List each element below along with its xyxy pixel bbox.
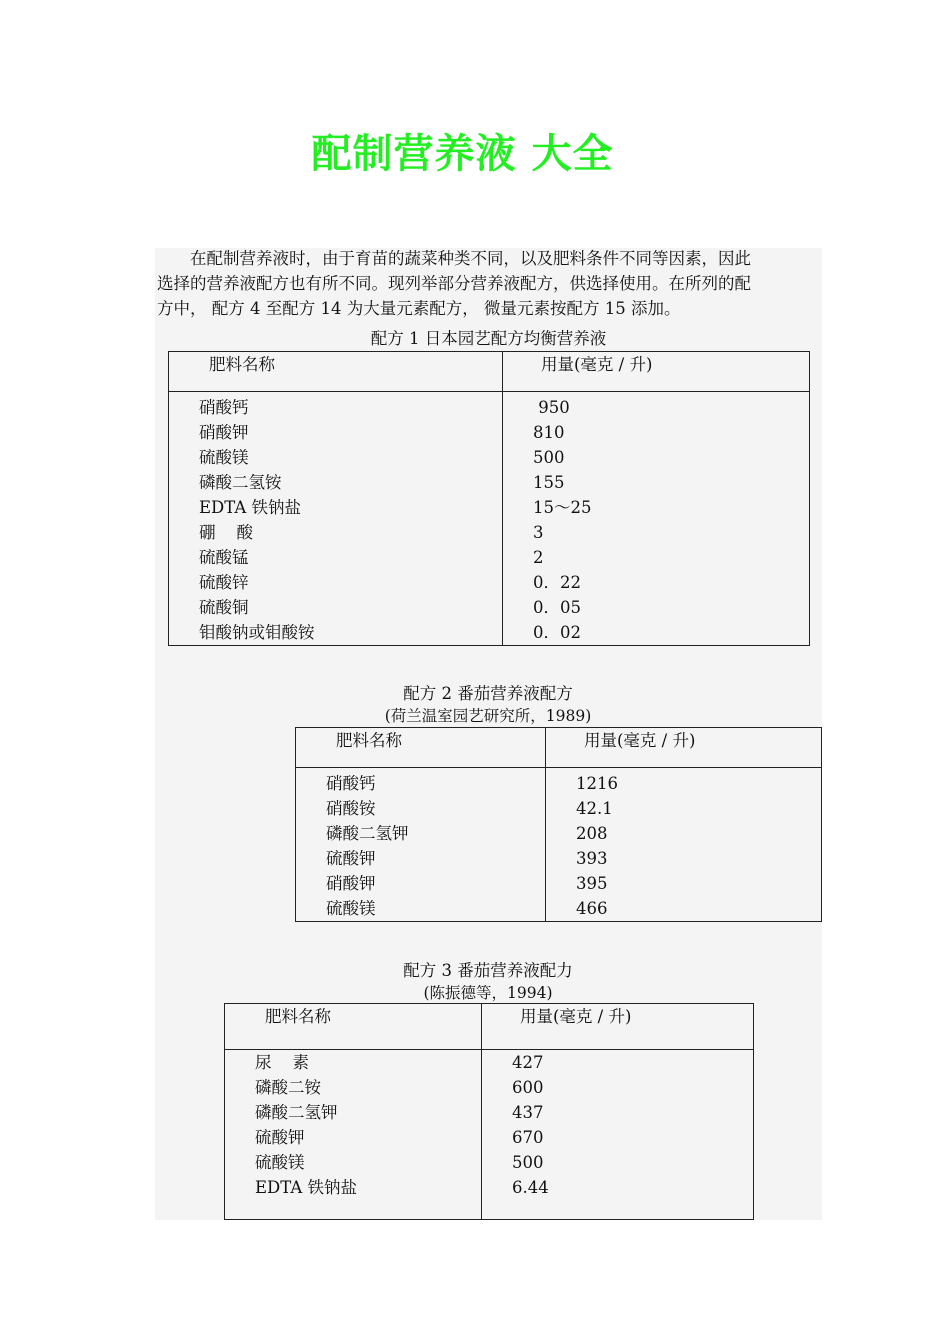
values-cell xyxy=(482,1050,754,1220)
intro-paragraph xyxy=(157,246,823,321)
table-row-name: EDTA 铁钠盐 xyxy=(255,1178,358,1197)
header-cell xyxy=(482,1004,754,1050)
header-cell xyxy=(225,1004,482,1050)
table-row-value: 2 xyxy=(533,548,544,567)
page-title: 配制营养液 大全 xyxy=(311,131,614,177)
table-row-name: 尿 素 xyxy=(255,1053,309,1072)
names-cell xyxy=(169,392,503,646)
table-row-name: 硝酸钙 xyxy=(326,774,376,793)
table-row-value: 500 xyxy=(533,448,565,467)
col-amount-header: 用量(毫克 / 升) xyxy=(584,731,696,750)
table-row-name: EDTA 铁钠盐 xyxy=(199,498,302,517)
table-row-value: 950 xyxy=(533,398,570,417)
recipe-1-table xyxy=(168,351,810,646)
table-row-value: 0．05 xyxy=(533,598,581,617)
table-row-value: 42.1 xyxy=(576,799,613,818)
table-row-value: 208 xyxy=(576,824,608,843)
col-fertilizer-header: 肥料名称 xyxy=(336,731,402,750)
table-row-name: 硫酸锌 xyxy=(199,573,249,592)
table-row-name: 硝酸铵 xyxy=(326,799,376,818)
table-row-name: 硫酸钾 xyxy=(326,849,376,868)
recipe-3-title: 配方 3 番茄营养液配力 xyxy=(403,961,573,980)
recipe-2-source: (荷兰温室园艺研究所，1989) xyxy=(384,707,592,725)
names-cell xyxy=(296,768,546,922)
recipe-2-title: 配方 2 番茄营养液配方 xyxy=(403,684,573,703)
recipe-3-table xyxy=(224,1003,754,1220)
recipe-2-table xyxy=(295,727,822,922)
table-row-name: 硫酸镁 xyxy=(255,1153,305,1172)
table-row-name: 磷酸二氢钾 xyxy=(255,1103,338,1122)
table-row-name: 硝酸钾 xyxy=(326,874,376,893)
table-row-value: 437 xyxy=(512,1103,544,1122)
intro-line: 选择的营养液配方也有所不同。现列举部分营养液配方，供选择使用。在所列的配 xyxy=(157,274,751,293)
header-cell xyxy=(546,728,822,768)
table-row-value: 6.44 xyxy=(512,1178,549,1197)
table-row-value: 500 xyxy=(512,1153,544,1172)
values-cell xyxy=(503,392,810,646)
table-row-value: 393 xyxy=(576,849,608,868)
recipe-1-caption xyxy=(168,328,809,350)
table-row-name: 硫酸镁 xyxy=(326,899,376,918)
table-row-value: 155 xyxy=(533,473,565,492)
table-row-value: 810 xyxy=(533,423,565,442)
table-row-value: 466 xyxy=(576,899,608,918)
intro-line: 方中， 配方 4 至配方 14 为大量元素配方， 微量元素按配方 15 添加。 xyxy=(157,299,681,318)
col-amount-header: 用量(毫克 / 升) xyxy=(541,355,653,374)
table-row-value: 0．02 xyxy=(533,623,581,642)
names-cell xyxy=(225,1050,482,1220)
col-fertilizer-header: 肥料名称 xyxy=(209,355,275,374)
recipe-3-source: (陈振德等，1994) xyxy=(423,984,553,1002)
table-row-value: 1216 xyxy=(576,774,618,793)
col-amount-header: 用量(毫克 / 升) xyxy=(520,1007,632,1026)
table-row-value: 15～25 xyxy=(533,498,592,517)
table-row-name: 硫酸锰 xyxy=(199,548,249,567)
table-row-name: 磷酸二铵 xyxy=(255,1078,321,1097)
table-row-value: 3 xyxy=(533,523,544,542)
table-row-name: 硫酸钾 xyxy=(255,1128,305,1147)
recipe-2-caption xyxy=(295,683,681,727)
recipe-1-title: 配方 1 日本园艺配方均衡营养液 xyxy=(370,329,607,348)
table-row-name: 磷酸二氢钾 xyxy=(326,824,409,843)
table-row-name: 硫酸镁 xyxy=(199,448,249,467)
recipe-3-caption xyxy=(295,960,681,1004)
header-cell xyxy=(503,352,810,392)
header-cell xyxy=(296,728,546,768)
table-row-value: 600 xyxy=(512,1078,544,1097)
table-row-name: 钼酸钠或钼酸铵 xyxy=(199,623,315,642)
table-row-name: 硝酸钙 xyxy=(199,398,249,417)
table-row-value: 395 xyxy=(576,874,608,893)
table-row-name: 硼 酸 xyxy=(199,523,253,542)
table-row-name: 硝酸钾 xyxy=(199,423,249,442)
table-row-name: 硫酸铜 xyxy=(199,598,249,617)
header-cell xyxy=(169,352,503,392)
values-cell xyxy=(546,768,822,922)
table-row-value: 670 xyxy=(512,1128,544,1147)
table-row-value: 427 xyxy=(512,1053,544,1072)
table-row-name: 磷酸二氢铵 xyxy=(199,473,282,492)
table-row-value: 0．22 xyxy=(533,573,581,592)
intro-line: 在配制营养液时，由于育苗的蔬菜种类不同，以及肥料条件不同等因素，因此 xyxy=(190,249,751,268)
col-fertilizer-header: 肥料名称 xyxy=(265,1007,331,1026)
